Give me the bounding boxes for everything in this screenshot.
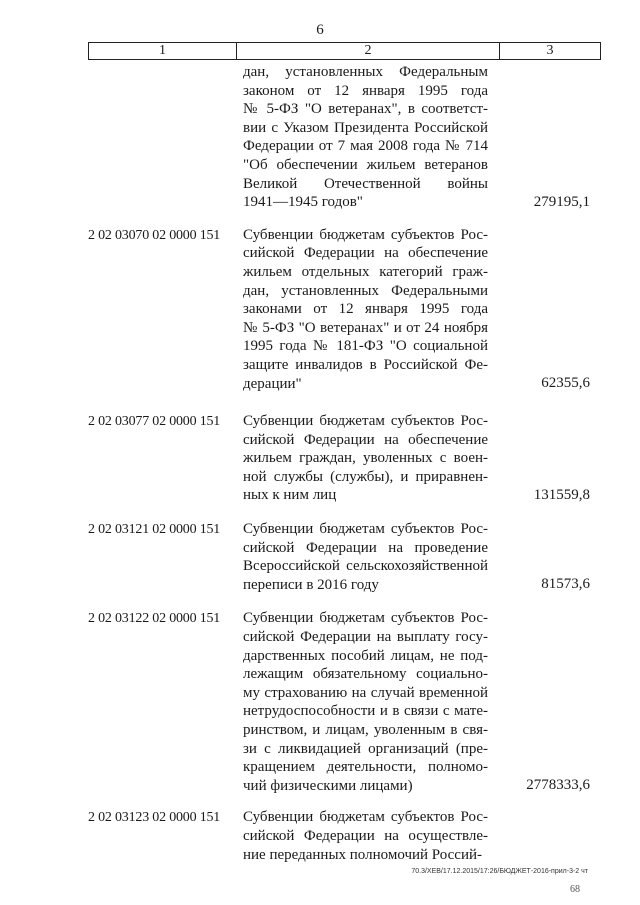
amount: 62355,6 bbox=[541, 375, 590, 392]
description-line: Великой Отечественной войны bbox=[243, 175, 488, 192]
table-row bbox=[0, 808, 640, 864]
budget-code: 2 02 03123 02 0000 151 bbox=[88, 810, 221, 826]
description-line: Субвенции бюджетам субъектов Рос- bbox=[243, 610, 488, 627]
header-col-3: 3 bbox=[546, 43, 554, 58]
budget-code: 2 02 03121 02 0000 151 bbox=[88, 522, 221, 538]
description-line: дерации" bbox=[243, 375, 302, 392]
description-line: Субвенции бюджетам субъектов Рос- bbox=[243, 413, 488, 430]
description-line: законом от 12 января 1995 года bbox=[243, 82, 488, 99]
description-line: сийской Федерации на осуществле- bbox=[243, 827, 488, 844]
table-header bbox=[88, 42, 601, 60]
description-line: жильем граждан, уволенных с воен- bbox=[243, 450, 488, 467]
table-row bbox=[0, 520, 640, 594]
table-row bbox=[0, 63, 640, 212]
table-body bbox=[0, 63, 640, 864]
description-line: жильем отдельных категорий граж- bbox=[243, 263, 488, 280]
revenue-description bbox=[243, 520, 488, 594]
table-row bbox=[0, 609, 640, 795]
description-line: дарственных пособий лицам, не под- bbox=[243, 647, 488, 664]
description-line: защите инвалидов в Российской Фе- bbox=[243, 356, 488, 373]
description-line: 1995 года № 181-ФЗ "О социальной bbox=[243, 338, 488, 355]
revenue-description bbox=[243, 412, 488, 505]
footer-filename: 70.3/ХЕВ/17.12.2015/17:26/БЮДЖЕТ-2016-прил-3-2 чт bbox=[411, 868, 588, 875]
description-line: нетрудоспособности и в связи с мате- bbox=[243, 703, 488, 720]
description-line: сийской Федерации на обеспечение bbox=[243, 245, 488, 262]
description-line: ных к ним лиц bbox=[243, 487, 337, 504]
description-line: ние переданных полномочий Россий- bbox=[243, 846, 482, 863]
table-row bbox=[0, 226, 640, 393]
budget-code: 2 02 03077 02 0000 151 bbox=[88, 414, 221, 430]
description-line: чий физическими лицами) bbox=[243, 777, 413, 794]
amount: 81573,6 bbox=[541, 576, 590, 593]
description-line: кращением деятельности, полномо- bbox=[243, 759, 488, 776]
description-line: законами от 12 января 1995 года bbox=[243, 301, 488, 318]
description-line: Федерации от 7 мая 2008 года № 714 bbox=[243, 138, 488, 155]
revenue-description bbox=[243, 609, 488, 795]
description-line: переписи в 2016 году bbox=[243, 576, 379, 593]
description-line: му страхованию на случай временной bbox=[243, 684, 488, 701]
description-line: Субвенции бюджетам субъектов Рос- bbox=[243, 226, 488, 243]
revenue-description bbox=[243, 63, 488, 212]
description-line: "Об обеспечении жильем ветеранов bbox=[243, 156, 488, 173]
description-line: ной службы (службы), и приравнен- bbox=[243, 468, 488, 485]
header-col-1: 1 bbox=[89, 43, 237, 59]
description-line: Субвенции бюджетам субъектов Рос- bbox=[243, 809, 488, 826]
amount: 2778333,6 bbox=[526, 777, 590, 794]
description-line: вии с Указом Президента Российской bbox=[243, 119, 488, 136]
description-line: Всероссийской сельскохозяйственной bbox=[243, 558, 488, 575]
header-col-2: 2 bbox=[237, 43, 500, 59]
description-line: сийской Федерации на проведение bbox=[243, 539, 488, 556]
description-line: дан, установленных Федеральным bbox=[243, 64, 488, 80]
description-line: сийской Федерации на выплату госу- bbox=[243, 629, 488, 646]
page-number: 6 bbox=[316, 22, 324, 38]
budget-code: 2 02 03070 02 0000 151 bbox=[88, 227, 221, 243]
amount: 131559,8 bbox=[533, 487, 590, 504]
page-code: 68 bbox=[570, 884, 580, 895]
revenue-description bbox=[243, 226, 488, 393]
table-row bbox=[0, 412, 640, 505]
budget-code: 2 02 03122 02 0000 151 bbox=[88, 611, 221, 627]
description-line: № 5-ФЗ "О ветеранах" и от 24 ноября bbox=[243, 319, 488, 336]
description-line: № 5-ФЗ "О ветеранах", в соответст- bbox=[243, 101, 488, 118]
description-line: зи с ликвидацией организаций (пре- bbox=[243, 740, 488, 757]
amount: 279195,1 bbox=[533, 193, 590, 210]
description-line: лежащим обязательному социально- bbox=[243, 666, 488, 683]
description-line: дан, установленных Федеральными bbox=[243, 282, 488, 299]
description-line: Субвенции бюджетам субъектов Рос- bbox=[243, 521, 488, 538]
description-line: сийской Федерации на обеспечение bbox=[243, 431, 488, 448]
description-line: 1941—1945 годов" bbox=[243, 194, 363, 211]
description-line: ринством, и лицам, уволенным в свя- bbox=[243, 722, 488, 738]
revenue-description bbox=[243, 808, 488, 864]
